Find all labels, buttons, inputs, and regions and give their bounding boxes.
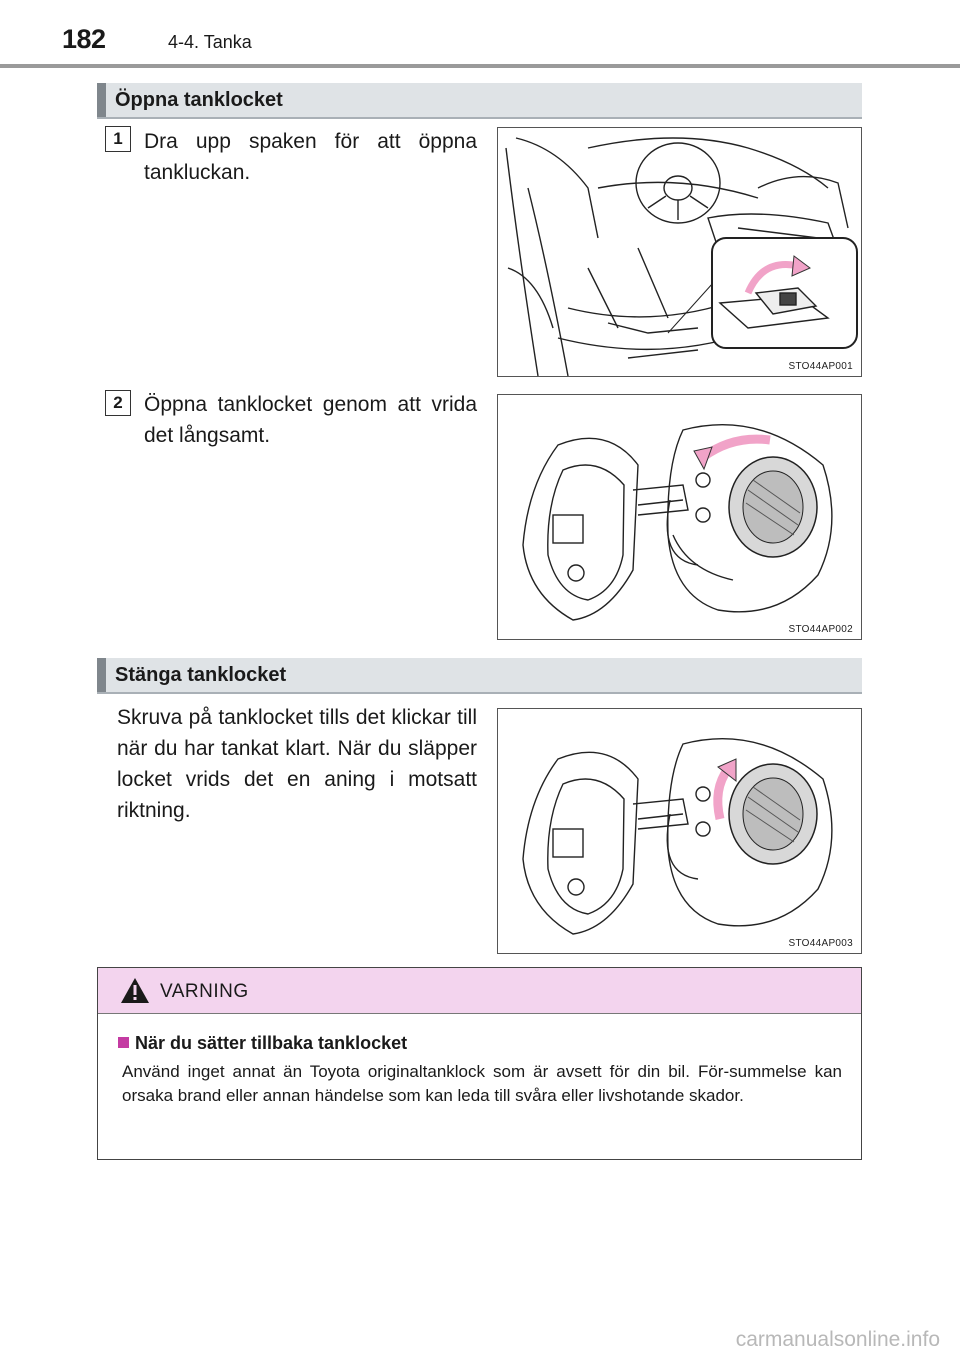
section-title: Öppna tanklocket [115,89,283,111]
step-number-box: 1 [105,126,131,152]
warning-item-title-text: När du sätter tillbaka tanklocket [135,1033,408,1053]
warning-box [97,967,862,1160]
step-text: Dra upp spaken för att öppna tankluckan. [144,130,477,184]
figure-open-cap [497,394,862,640]
warning-header [98,968,861,1014]
warning-label: VARNING [160,981,249,1002]
section-reference: 4-4. Tanka [168,32,252,52]
header-divider [0,64,960,68]
section-accent [97,83,106,117]
page-number: 182 [62,24,106,54]
interior-illustration [498,128,861,376]
warning-item-title [118,1033,407,1054]
figure-code: STO44AP003 [788,938,853,949]
watermark: carmanualsonline.info [735,1328,940,1351]
section-heading-open [97,83,862,119]
figure-fuel-lever [497,127,862,377]
warning-body-text: Använd inget annat än Toyota originaltanklock som är avsett för din bil. För-summelse kan orsaka brand eller annan händelse som kan leda till svåra eller livshotande skador. [122,1062,842,1105]
figure-close-cap [497,708,862,954]
figure-code: STO44AP002 [788,624,853,635]
step-number-box: 2 [105,390,131,416]
warning-triangle-icon [120,977,150,1004]
close-instruction-text: Skruva på tanklocket tills det klickar till när du har tankat klart. När du släpper locket vrids det en aning i motsatt riktning. [117,706,477,822]
open-cap-illustration [498,395,861,639]
section-heading-close [97,658,862,694]
close-cap-illustration [498,709,861,953]
section-accent [97,658,106,692]
section-title: Stänga tanklocket [115,664,287,686]
figure-code: STO44AP001 [788,361,853,372]
step-text: Öppna tanklocket genom att vrida det långsamt. [144,393,477,447]
bullet-square-icon [118,1037,129,1048]
